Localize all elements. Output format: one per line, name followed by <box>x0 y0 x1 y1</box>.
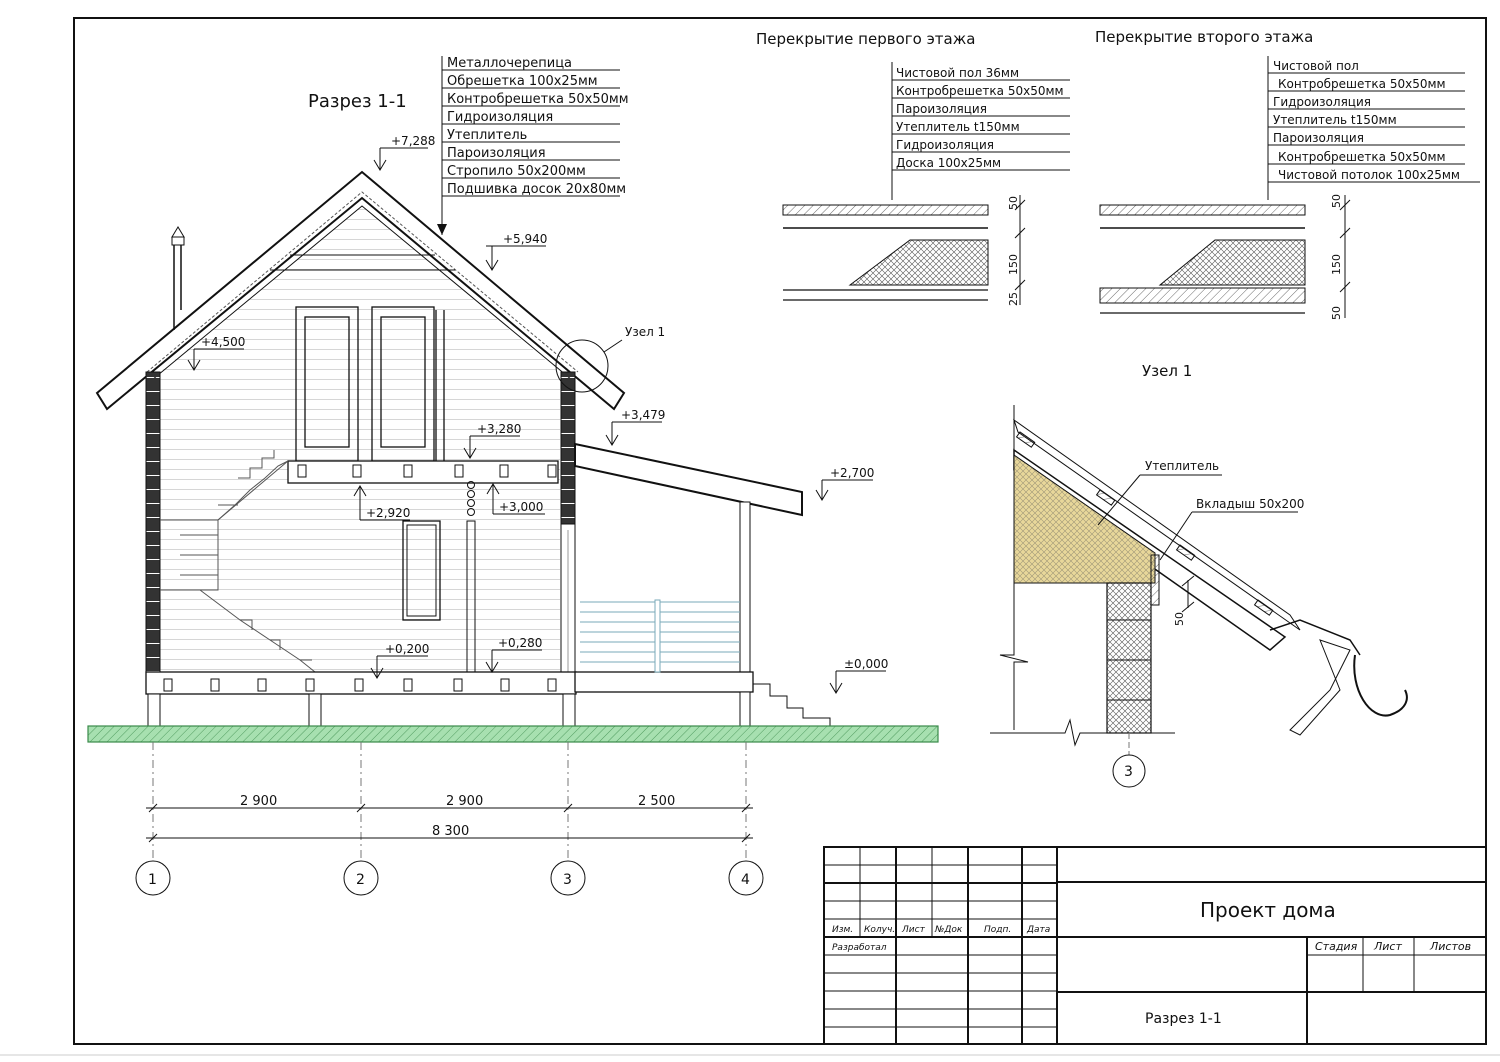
level-floor2-bottom: +2,920 <box>366 506 411 520</box>
axis-bubbles <box>136 861 763 895</box>
floor1-dim-0: 50 <box>1007 196 1020 210</box>
tb-sheet-name: Разрез 1-1 <box>1145 1011 1222 1027</box>
floor1-layer-5: Доска 100x25мм <box>896 156 1002 170</box>
roof-layer-5: Пароизоляция <box>447 146 546 161</box>
level-floor1-bottom: +0,200 <box>385 642 430 656</box>
roof-layer-0: Металлочерепица <box>447 56 573 71</box>
floor1-layer-1: Контробрешетка 50x50мм <box>896 84 1064 98</box>
tb-col-1: Колуч. <box>864 925 896 935</box>
title-block[interactable] <box>824 847 1486 1044</box>
dim-span-1: 2 900 <box>240 794 278 809</box>
floor1-dim-1: 150 <box>1007 254 1020 275</box>
porch-canopy <box>575 444 830 726</box>
node1-axis-label: 3 <box>1124 764 1133 780</box>
dim-span-2: 2 900 <box>446 794 484 809</box>
floor2-layer-0: Чистовой пол <box>1273 59 1359 73</box>
right-log-wall <box>561 372 575 524</box>
floor2-dim-0: 50 <box>1330 194 1343 208</box>
floor2-layer-6: Чистовой потолок 100x25мм <box>1278 168 1460 182</box>
floor1-deck-detail <box>756 30 1070 306</box>
level-floor1-top: +0,280 <box>498 636 543 650</box>
floor2-deck-title: Перекрытие второго этажа <box>1095 28 1314 46</box>
floor1-layer-0: Чистовой пол 36мм <box>896 66 1020 80</box>
level-floor2-beam: +3,000 <box>499 500 544 514</box>
floor2-layer-5: Контробрешетка 50x50мм <box>1278 150 1446 164</box>
roof-layer-7: Подшивка досок 20x80мм <box>447 182 627 197</box>
roof-layer-3: Гидроизоляция <box>447 110 554 125</box>
roof-layer-4: Утеплитель <box>447 128 528 143</box>
tb-sheet: Лист <box>1374 940 1402 953</box>
level-floor2-top: +3,280 <box>477 422 522 436</box>
level-canopy-low: +2,700 <box>830 466 875 480</box>
first-floor-slab <box>146 672 576 726</box>
floor1-deck-title: Перекрытие первого этажа <box>756 30 976 48</box>
node1-dim: 50 <box>1173 612 1186 626</box>
tb-developer: Разработал <box>832 943 887 953</box>
left-log-wall <box>146 372 160 694</box>
floor1-layer-3: Утеплитель t150мм <box>896 120 1020 134</box>
axis-1: 1 <box>148 872 157 888</box>
roof-layer-2: Контробрешетка 50x50мм <box>447 92 629 107</box>
axis-4: 4 <box>741 872 750 888</box>
roof-layer-list <box>437 56 629 235</box>
floor2-dim-2: 50 <box>1330 306 1343 320</box>
floor2-layer-4: Пароизоляция <box>1273 131 1364 145</box>
floor1-dim-2: 25 <box>1007 292 1020 306</box>
level-eave: +4,500 <box>201 335 246 349</box>
roof-layer-6: Стропило 50x200мм <box>447 164 586 179</box>
floor2-layer-2: Гидроизоляция <box>1273 95 1371 109</box>
node1-title: Узел 1 <box>1142 362 1193 380</box>
tb-stage: Стадия <box>1315 940 1358 953</box>
chimney <box>172 227 184 330</box>
node1-insert-label: Вкладыш 50x200 <box>1196 497 1305 511</box>
level-ridge: +7,288 <box>391 134 436 148</box>
tb-col-5: Дата <box>1027 925 1051 935</box>
dim-total: 8 300 <box>432 824 470 839</box>
axis-2: 2 <box>356 872 365 888</box>
level-upper-roof: +5,940 <box>503 232 548 246</box>
tb-col-0: Изм. <box>832 925 854 935</box>
roof-layer-1: Обрешетка 100x25мм <box>447 74 598 89</box>
tb-col-4: Подп. <box>984 925 1012 935</box>
axis-3: 3 <box>563 872 572 888</box>
node1-callout-label: Узел 1 <box>625 325 666 339</box>
floor2-layer-1: Контробрешетка 50x50мм <box>1278 77 1446 91</box>
tb-project-title: Проект дома <box>1200 898 1336 922</box>
tb-col-3: №Док <box>935 925 963 935</box>
floor2-dim-1: 150 <box>1330 254 1343 275</box>
second-floor-slab <box>288 461 558 483</box>
floor2-layer-3: Утеплитель t150мм <box>1273 113 1397 127</box>
tb-sheets: Листов <box>1430 940 1472 953</box>
level-ground: ±0,000 <box>844 657 889 671</box>
gable-siding <box>160 206 560 672</box>
tb-col-2: Лист <box>902 925 925 935</box>
level-canopy-top: +3,479 <box>621 408 666 422</box>
section-title: Разрез 1-1 <box>308 91 407 112</box>
dim-span-3: 2 500 <box>638 794 676 809</box>
node1-insulation-label: Утеплитель <box>1145 459 1220 473</box>
section-1-1 <box>88 56 938 895</box>
floor1-layer-2: Пароизоляция <box>896 102 987 116</box>
floor2-deck-detail <box>1095 28 1480 320</box>
node1-detail <box>990 362 1407 787</box>
floor1-layer-4: Гидроизоляция <box>896 138 994 152</box>
